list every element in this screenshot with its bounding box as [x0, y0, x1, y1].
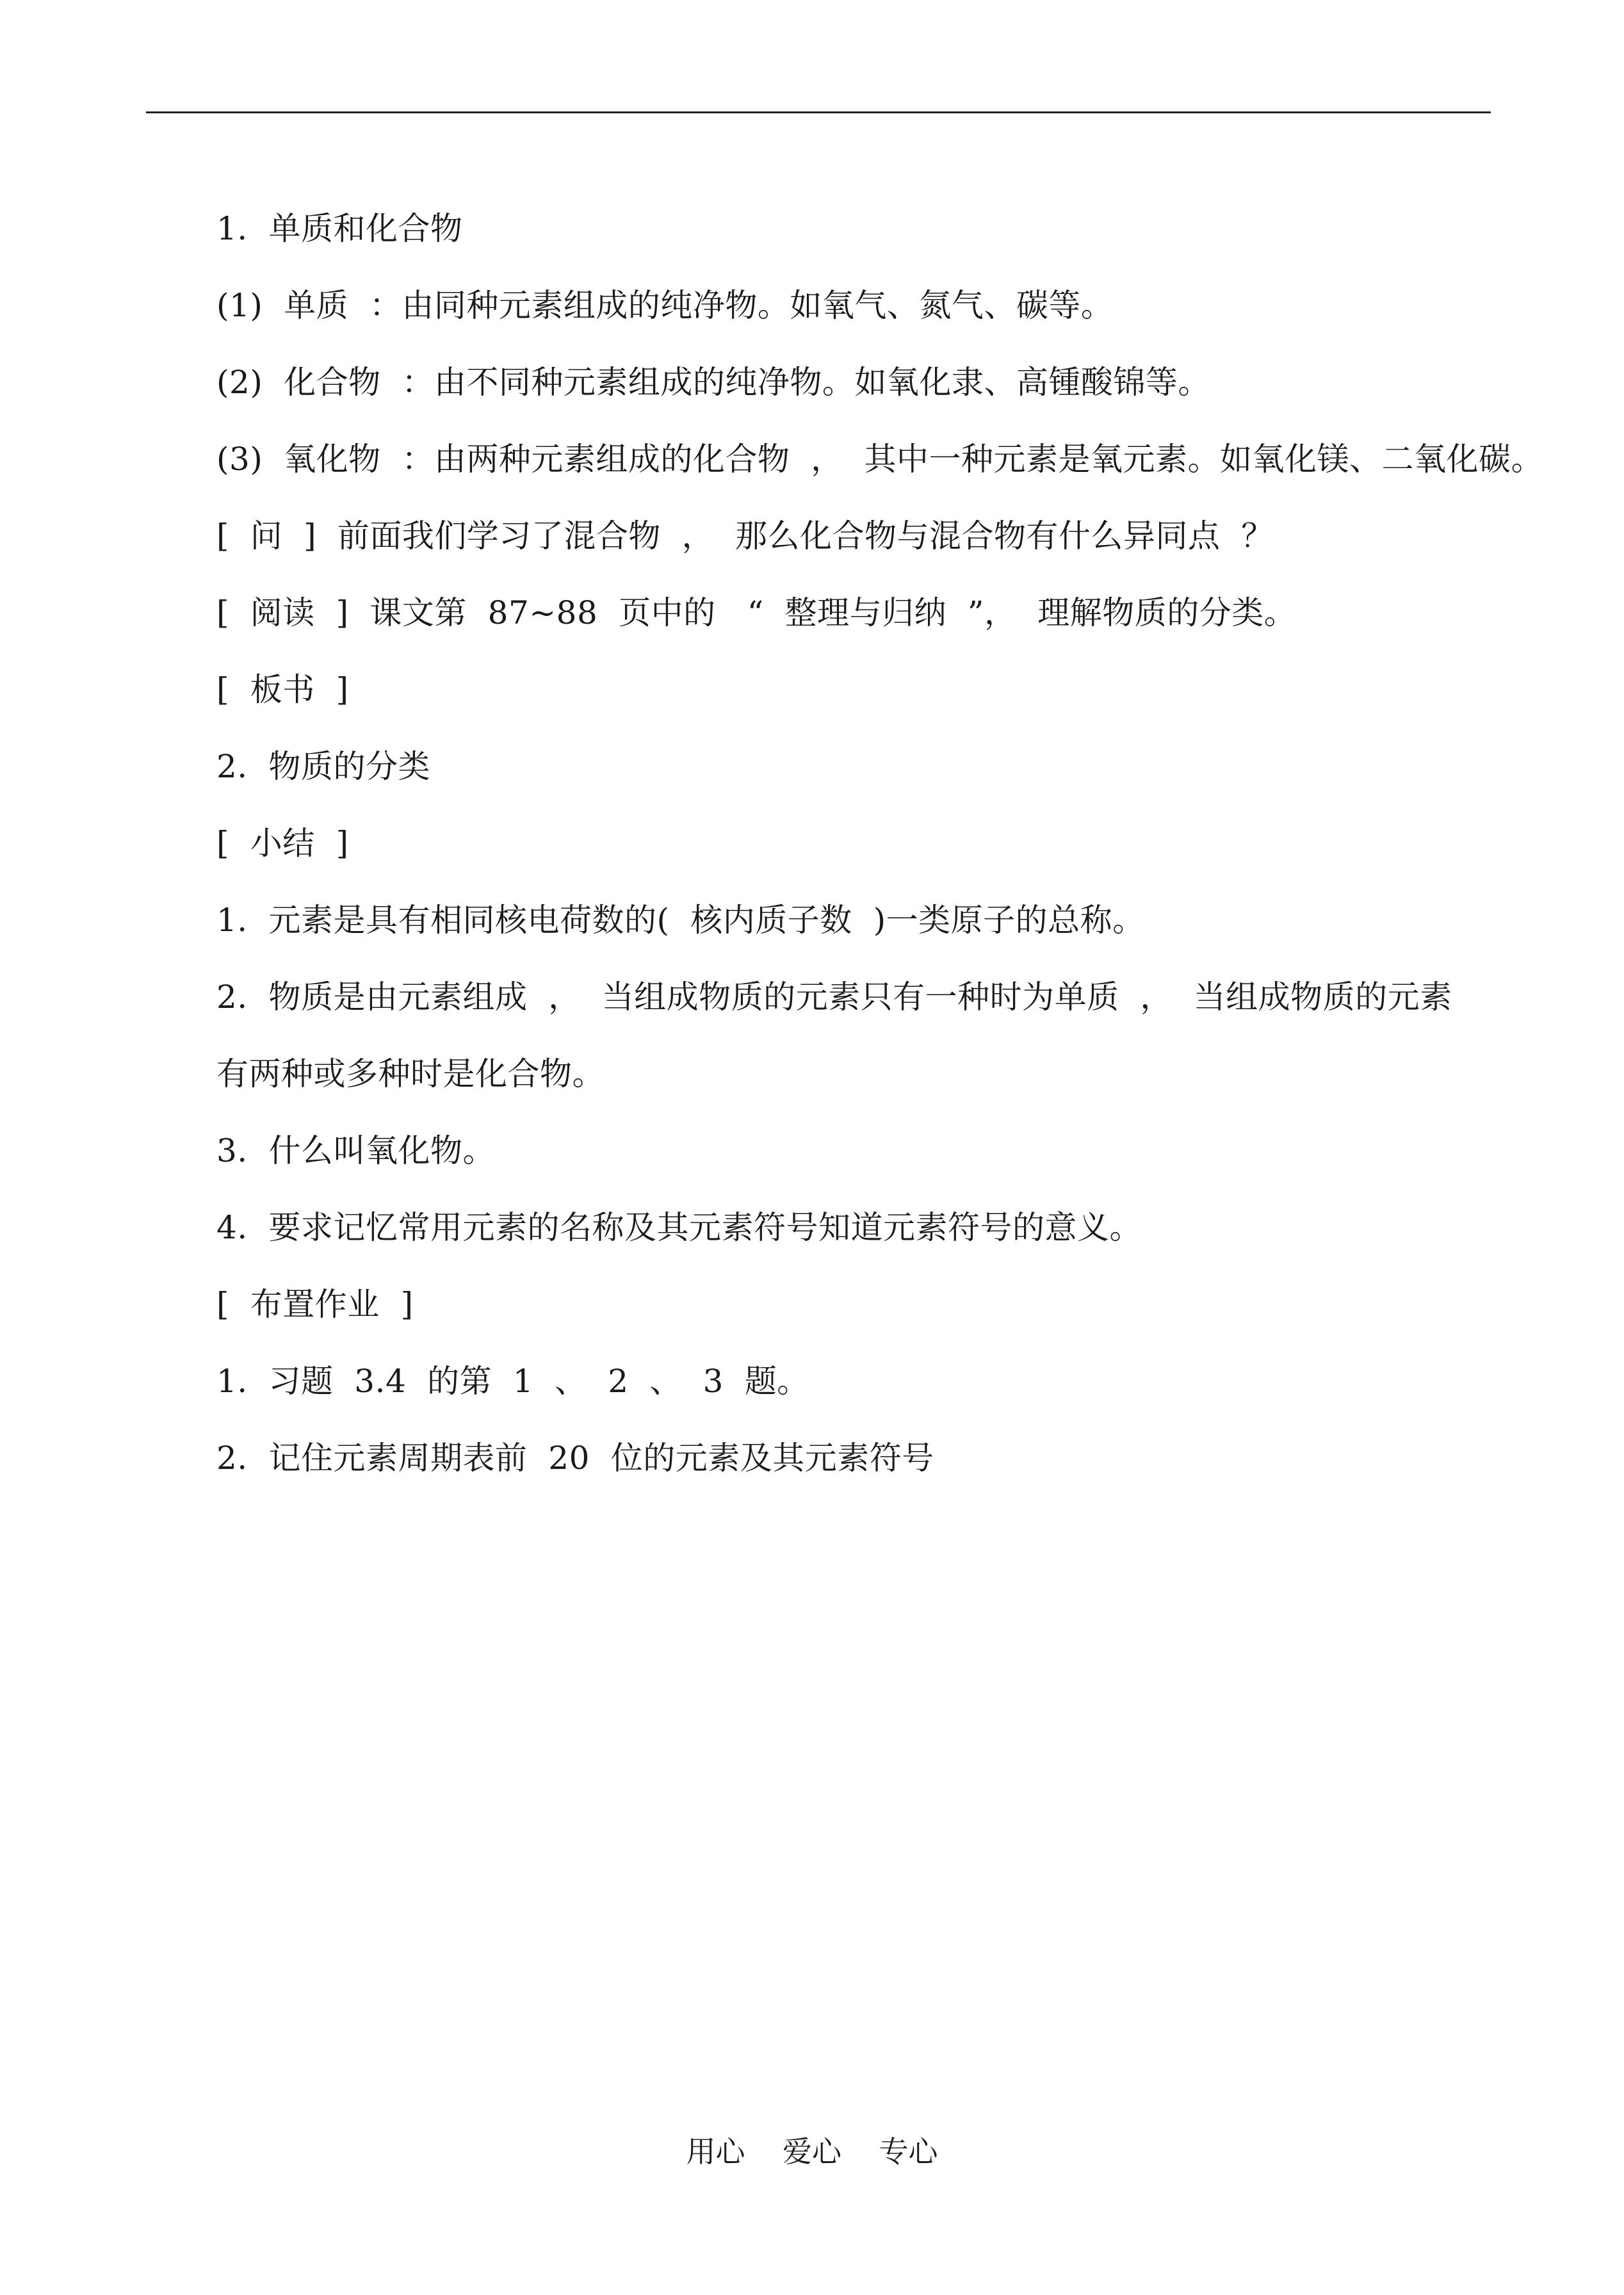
heading-elements-compounds: 1. 单质和化合物 [216, 210, 463, 247]
summary-item-4: 4. 要求记忆常用元素的名称及其元素符号知道元素符号的意义。 [216, 1209, 1142, 1246]
definition-compound: (2) 化合物 ：由不同种元素组成的纯净物。如氧化隶、高锺酸锦等。 [216, 364, 1210, 401]
homework-item-1: 1. 习题 3.4 的第 1 、 2 、 3 题。 [216, 1363, 809, 1400]
page-footer: 用心 爱心 专心 [686, 2134, 938, 2169]
summary-item-3: 3. 什么叫氧化物。 [216, 1132, 495, 1169]
homework-item-2: 2. 记住元素周期表前 20 位的元素及其元素符号 [216, 1439, 934, 1477]
document-body [216, 205, 1593, 1511]
heading-classification: 2. 物质的分类 [216, 748, 430, 785]
definition-element-substance: (1) 单质 ：由同种元素组成的纯净物。如氧气、氮气、碳等。 [216, 287, 1114, 324]
homework-heading: [ 布置作业 ] [216, 1286, 414, 1323]
definition-oxide: (3) 氧化物 ：由两种元素组成的化合物 ， 其中一种元素是氧元素。如氧化镁、二氧化碳。 [216, 441, 1543, 478]
header-rule [146, 111, 1491, 113]
reading-paragraph: [ 阅读 ] 课文第 87~88 页中的 “ 整理与归纳 ”， 理解物质的分类。 [216, 594, 1297, 631]
summary-item-2: 2. 物质是由元素组成 ， 当组成物质的元素只有一种时为单质 ， 当组成物质的元素 [216, 978, 1452, 1016]
summary-item-2-continued: 有两种或多种时是化合物。 [216, 1055, 605, 1092]
summary-heading: [ 小结 ] [216, 825, 349, 862]
question-paragraph: [ 问 ] 前面我们学习了混合物 ， 那么化合物与混合物有什么异同点 ？ [216, 517, 1274, 555]
board-heading: [ 板书 ] [216, 671, 349, 708]
summary-item-1: 1. 元素是具有相同核电荷数的( 核内质子数 )一类原子的总称。 [216, 902, 1145, 939]
